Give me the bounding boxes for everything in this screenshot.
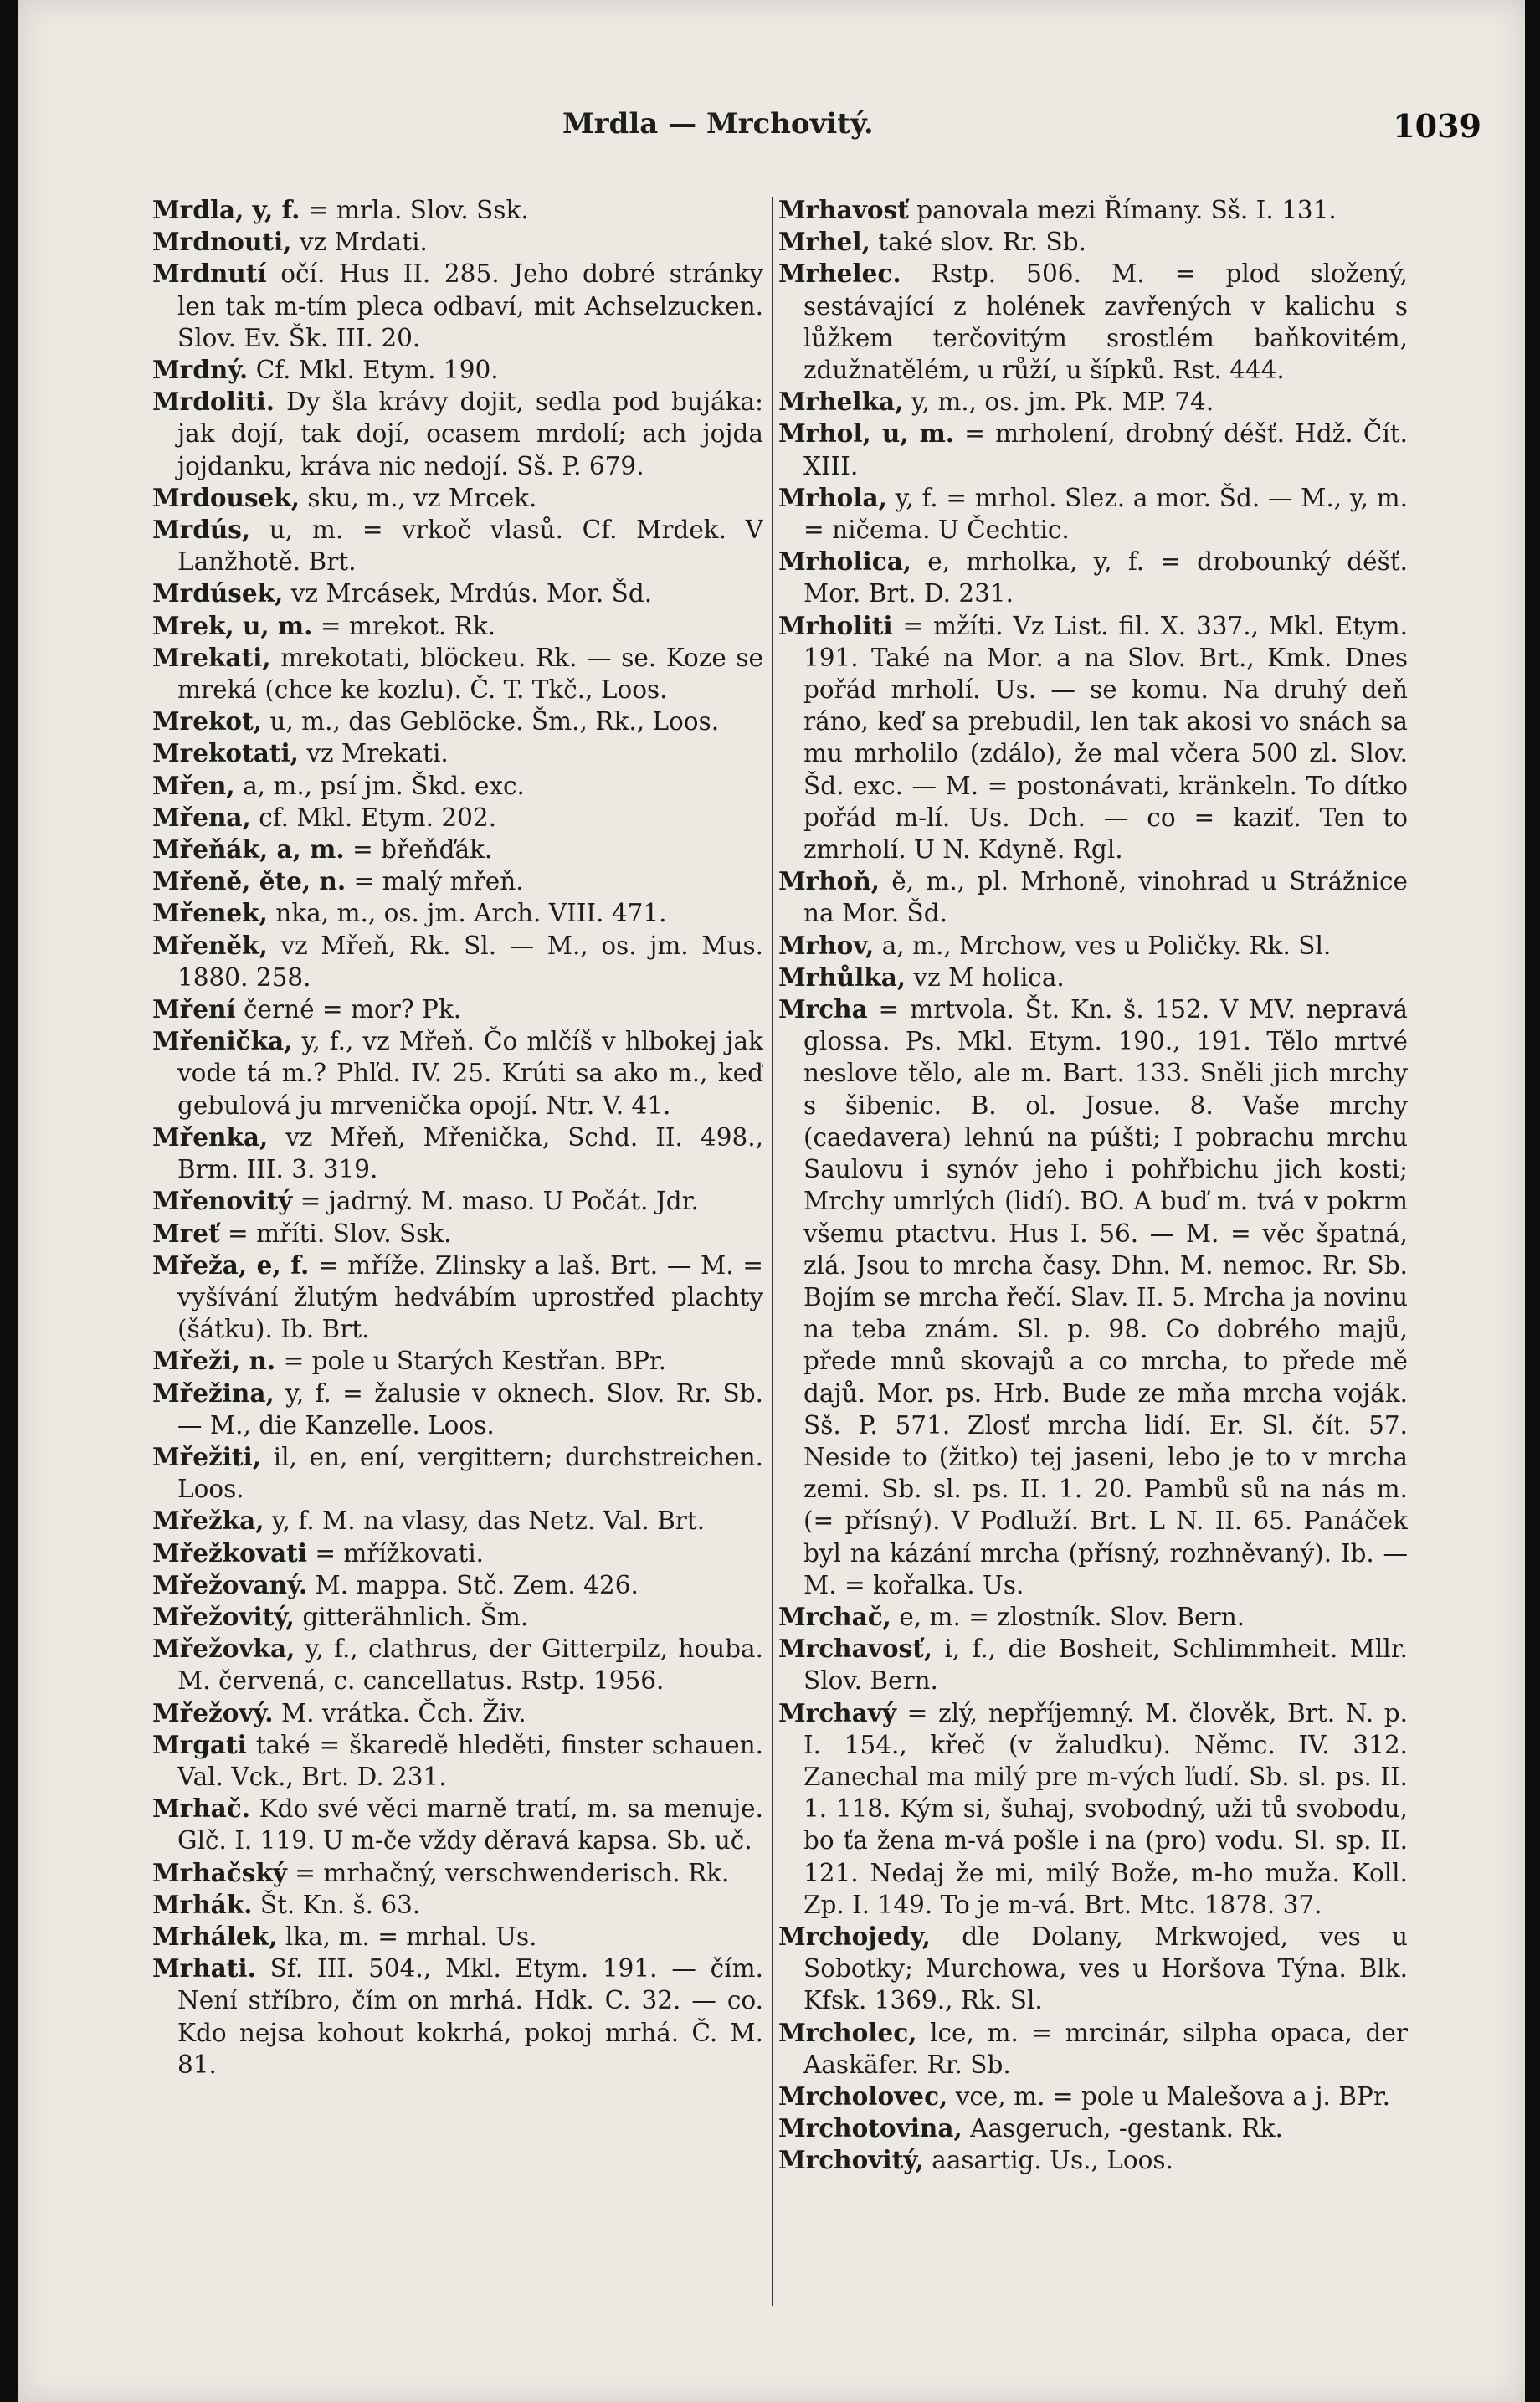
dictionary-entry xyxy=(152,1633,763,1696)
entry-headword: Mrhačský xyxy=(152,1857,287,1887)
dictionary-entry xyxy=(152,1601,763,1633)
entry-headword: Mřežovaný. xyxy=(152,1569,308,1599)
entry-text: a, m., Mrchow, ves u Poličky. Rk. Sl. xyxy=(874,931,1332,960)
entry-headword: Mrekotati, xyxy=(152,738,299,768)
dictionary-entry xyxy=(152,1921,763,1953)
entry-headword: Mrhůlka, xyxy=(778,962,906,992)
entry-headword: Mrek, u, m. xyxy=(152,610,313,640)
entry-text: = malý mřeň. xyxy=(346,867,524,896)
right-column xyxy=(778,194,1408,2337)
entry-text: M. vrátka. Čch. Živ. xyxy=(273,1698,526,1727)
entry-headword: Mrdousek, xyxy=(152,482,300,512)
dictionary-entry xyxy=(778,865,1408,929)
entry-headword: Mrhelka, xyxy=(778,387,904,417)
dictionary-entry xyxy=(778,226,1408,258)
entry-headword: Mreť xyxy=(152,1218,220,1248)
entry-text: vz Mrekati. xyxy=(298,739,449,768)
entry-headword: Mřenka, xyxy=(152,1121,269,1152)
entry-text: vz Mřeň, Rk. Sl. — M., os. jm. Mus. 1880. 258. xyxy=(177,931,763,992)
dictionary-entry xyxy=(152,194,763,226)
dictionary-entry xyxy=(778,1601,1408,1633)
entry-headword: Mrekot, xyxy=(152,706,262,737)
entry-text: očí. Hus II. 285. Jeho dobré stránky len tak m-tím pleca odbaví, mit Achselzucken. Slov. Ev. Šk. III. 20. xyxy=(177,259,763,352)
entry-text: mrekotati, blöckeu. Rk. — se. Koze se mreká (chce ke kozlu). Č. T. Tkč., Loos. xyxy=(177,643,763,705)
entry-text: y, f. M. na vlasy, das Netz. Val. Brt. xyxy=(264,1506,706,1536)
dictionary-entry xyxy=(152,1025,763,1121)
entry-headword: Mrhoň, xyxy=(778,866,880,896)
dictionary-entry xyxy=(152,514,763,577)
entry-headword: Mrholica, xyxy=(778,547,912,577)
entry-headword: Mrdla, y, f. xyxy=(152,195,300,224)
dictionary-entry xyxy=(152,802,763,834)
dictionary-entry xyxy=(778,1633,1408,1696)
dictionary-entry xyxy=(778,2112,1408,2144)
dictionary-entry xyxy=(152,1121,763,1185)
dictionary-entry xyxy=(778,2081,1408,2112)
entry-text: Cf. Mkl. Etym. 190. xyxy=(248,356,499,385)
entry-headword: Mřen, xyxy=(152,770,235,800)
entry-headword: Mrcholec, xyxy=(778,2017,917,2047)
entry-text: = břeňďák. xyxy=(344,835,493,865)
entry-text: e, m. = zlostník. Slov. Bern. xyxy=(891,1602,1245,1631)
entry-text: vce, m. = pole u Malešova a j. BPr. xyxy=(947,2081,1391,2111)
entry-text: y, f. = žalusie v oknech. Slov. Rr. Sb. — M., die Kanzelle. Loos. xyxy=(177,1378,763,1440)
entry-text: = jadrný. M. maso. U Počát. Jdr. xyxy=(292,1187,699,1216)
entry-headword: Mřežka, xyxy=(152,1506,264,1536)
entry-text: panovala mezi Římany. Sš. I. 131. xyxy=(908,196,1337,224)
entry-headword: Mřenek, xyxy=(152,898,268,928)
entry-text: vz Mřeň, Mřenička, Schd. II. 498., Brm. III. 3. 319. xyxy=(177,1122,763,1184)
entry-text: y, m., os. jm. Pk. MP. 74. xyxy=(903,388,1214,417)
dictionary-entry xyxy=(152,1218,763,1250)
entry-text: ě, m., pl. Mrhoně, vinohrad u Strážnice na Mor. Šd. xyxy=(803,867,1408,928)
dictionary-entry xyxy=(778,993,1408,1601)
entry-headword: Mrdnouti, xyxy=(152,227,292,257)
entry-headword: Mřeněk, xyxy=(152,930,268,960)
entry-headword: Mrchotovina, xyxy=(778,2113,963,2143)
entry-headword: Mřežkovati xyxy=(152,1537,307,1568)
entry-headword: Mrhák. xyxy=(152,1889,253,1919)
dictionary-entry xyxy=(152,1537,763,1569)
entry-text: také slov. Rr. Sb. xyxy=(870,228,1086,257)
entry-headword: Mření xyxy=(152,994,236,1024)
entry-headword: Mřežovitý, xyxy=(152,1601,295,1631)
dictionary-entry xyxy=(778,258,1408,386)
entry-headword: Mrdnutí xyxy=(152,259,267,289)
dictionary-entry xyxy=(152,706,763,737)
entry-headword: Mrhel, xyxy=(778,227,870,257)
dictionary-entry xyxy=(778,482,1408,546)
entry-headword: Mrholiti xyxy=(778,610,893,640)
dictionary-entry xyxy=(778,1921,1408,2017)
dictionary-entry xyxy=(152,770,763,802)
entry-headword: Mrhač. xyxy=(152,1794,250,1824)
entry-text: = mžíti. Vz List. fil. X. 337., Mkl. Etym. 191. Také na Mor. a na Slov. Brt., Kmk. Dnes pořád mrholí. Us. — se komu. Na druhý deň ráno, keď sa prebudil, len tak akosi vo snách sa mu mrholilo (zdálo), že mal včera 500 zl. Slov. Šd. exc. — M. = postonávati, kränkeln. To dítko pořád m-lí. Us. Dch. — co = kaziť. Ten to zmrholí. U N. Kdyně. Rgl. xyxy=(803,611,1408,865)
dictionary-entry xyxy=(152,226,763,258)
left-column xyxy=(152,194,763,2337)
entry-text: il, en, ení, vergittern; durchstreichen. Loos. xyxy=(177,1442,763,1504)
entry-headword: Mrdúsek, xyxy=(152,578,284,608)
entry-text: cf. Mkl. Etym. 202. xyxy=(250,803,497,832)
dictionary-entry xyxy=(778,194,1408,226)
page-header xyxy=(18,107,1525,157)
dictionary-entry xyxy=(778,418,1408,481)
entry-headword: Mrcha xyxy=(778,994,868,1024)
dictionary-entry xyxy=(152,737,763,769)
dictionary-entry xyxy=(152,642,763,706)
entry-text: M. mappa. Stč. Zem. 426. xyxy=(307,1570,639,1599)
dictionary-entry xyxy=(152,1953,763,2081)
entry-headword: Mřenovitý xyxy=(152,1186,293,1216)
dictionary-entry xyxy=(778,2017,1408,2081)
entry-text: vz M holica. xyxy=(906,962,1065,992)
entry-headword: Mřežový. xyxy=(152,1697,274,1727)
dictionary-entry xyxy=(152,1441,763,1505)
entry-text: i, f., die Bosheit, Schlimmheit. Mllr. Slov. Bern. xyxy=(803,1635,1408,1696)
entry-text: také = škaredě hleděti, finster schauen. Val. Vck., Brt. D. 231. xyxy=(177,1730,763,1791)
dictionary-entry xyxy=(152,610,763,642)
entry-headword: Mřeži, n. xyxy=(152,1346,276,1376)
entry-text: = mrla. Slov. Ssk. xyxy=(300,196,529,224)
entry-headword: Mřeža, e, f. xyxy=(152,1250,310,1280)
column-divider xyxy=(772,197,773,2306)
dictionary-entry xyxy=(152,1185,763,1217)
dictionary-entry xyxy=(152,1889,763,1921)
entry-headword: Mrchavosť, xyxy=(778,1634,933,1664)
entry-headword: Mrchač, xyxy=(778,1601,891,1631)
entry-text: gitterähnlich. Šm. xyxy=(294,1602,529,1631)
page-number: 1039 xyxy=(1393,107,1481,145)
dictionary-entry xyxy=(152,482,763,514)
dictionary-entry xyxy=(152,1378,763,1441)
entry-text: černé = mor? Pk. xyxy=(235,995,462,1024)
dictionary-entry xyxy=(152,258,763,354)
entry-text: nka, m., os. jm. Arch. VIII. 471. xyxy=(267,899,667,928)
entry-text: lka, m. = mrhal. Us. xyxy=(277,1922,537,1951)
entry-text: = mřížkovati. xyxy=(306,1538,485,1568)
entry-text: Sf. III. 504., Mkl. Etym. 191. — čím. Není stříbro, čím on mrhá. Hdk. C. 32. — co. Kdo nejsa kohout kokrhá, pokoj mrhá. Č. M. 81. xyxy=(177,1954,763,2079)
running-head: Mrdla — Mrchovitý. xyxy=(562,107,874,141)
entry-text: lce, m. = mrcinár, silpha opaca, der Aaskäfer. Rr. Sb. xyxy=(803,2018,1408,2079)
entry-text: aasartig. Us., Loos. xyxy=(923,2146,1173,2175)
entry-headword: Mrcholovec, xyxy=(778,2081,948,2111)
dictionary-entry xyxy=(778,386,1408,418)
entry-headword: Mrekati, xyxy=(152,642,271,672)
dictionary-entry xyxy=(778,610,1408,866)
entry-headword: Mrdný. xyxy=(152,355,249,385)
entry-headword: Mrhálek, xyxy=(152,1921,278,1951)
entry-text: = zlý, nepříjemný. M. člověk, Brt. N. p. I. 154., křeč (v žaludku). Němc. IV. 312. Zanechal ma milý pre m-vých ľudí. Sb. sl. ps. II. 1. 118. Kým si, šuhaj, svobodný, uži tů svobodu, bo ťa žena m-vá pošle i na (pro) vodu. Sl. sp. II. 121. Nedaj že mi, milý Bože, m-ho muža. Koll. Zp. I. 149. To je m-vá. Brt. Mtc. 1878. 37. xyxy=(803,1698,1408,1919)
entry-text: e, mrholka, y, f. = drobounký déšť. Mor. Brt. D. 231. xyxy=(803,547,1408,608)
dictionary-entry xyxy=(152,993,763,1025)
entry-headword: Mrhov, xyxy=(778,930,875,960)
dictionary-entry xyxy=(778,1697,1408,1921)
dictionary-entry xyxy=(152,930,763,993)
entry-text: = mrholení, drobný déšť. Hdž. Čít. XIII. xyxy=(803,419,1408,480)
entry-text: Kdo své věci marně tratí, m. sa menuje. Glč. I. 119. U m-če vždy děravá kapsa. Sb. uč. xyxy=(177,1794,763,1855)
entry-headword: Mrchovitý, xyxy=(778,2145,924,2175)
entry-text: = mříže. Zlinsky a laš. Brt. — M. = vyšívání žlutým hedvábím uprostřed plachty (šátku). Ib. Brt. xyxy=(177,1250,763,1344)
entry-headword: Mrchavý xyxy=(778,1697,897,1727)
entry-text: y, f., vz Mřeň. Čo mlčíš v hlbokej jak vode tá m.? Phľd. IV. 25. Krúti sa ako m., keď gebulová ju mrvenička opojí. Ntr. V. 41. xyxy=(177,1027,763,1120)
entry-text: sku, m., vz Mrcek. xyxy=(300,483,537,512)
dictionary-entry xyxy=(152,354,763,386)
dictionary-entry xyxy=(778,2144,1408,2176)
entry-text: = pole u Starých Kestřan. BPr. xyxy=(275,1347,667,1376)
dictionary-entry xyxy=(152,386,763,482)
entry-headword: Mřežina, xyxy=(152,1378,275,1408)
entry-headword: Mřeně, ěte, n. xyxy=(152,866,346,896)
entry-headword: Mřežiti, xyxy=(152,1441,262,1471)
entry-headword: Mrdoliti. xyxy=(152,387,275,417)
dictionary-entry xyxy=(778,546,1408,609)
entry-text: dle Dolany, Mrkwojed, ves u Sobotky; Murchowa, ves u Horšova Týna. Blk. Kfsk. 1369., Rk. Sl. xyxy=(803,1922,1408,2015)
entry-text: a, m., psí jm. Škd. exc. xyxy=(234,771,525,800)
entry-text: Dy šla krávy dojit, sedla pod bujáka: jak dojí, tak dojí, ocasem mrdolí; ach jojda jojdanku, kráva nic nedojí. Sš. P. 679. xyxy=(177,388,763,480)
dictionary-entry xyxy=(152,1793,763,1856)
entry-text: y, f., clathrus, der Gitterpilz, houba. M. červená, c. cancellatus. Rstp. 1956. xyxy=(177,1635,763,1696)
dictionary-entry xyxy=(152,1569,763,1601)
entry-headword: Mrhol, u, m. xyxy=(778,418,955,449)
dictionary-entry xyxy=(152,834,763,865)
dictionary-entry xyxy=(778,930,1408,962)
entry-headword: Mrhati. xyxy=(152,1953,256,1984)
entry-text: = mříti. Slov. Ssk. xyxy=(219,1219,452,1248)
entry-text: = mrekot. Rk. xyxy=(312,611,496,640)
entry-headword: Mřeňák, a, m. xyxy=(152,834,345,865)
dictionary-entry xyxy=(152,1729,763,1793)
dictionary-page xyxy=(18,0,1525,2402)
entry-text: y, f. = mrhol. Slez. a mor. Šd. — M., y, m. = ničema. U Čechtic. xyxy=(803,483,1408,545)
dictionary-entry xyxy=(152,897,763,929)
entry-headword: Mřena, xyxy=(152,802,251,832)
entry-text: vz Mrcásek, Mrdús. Mor. Šd. xyxy=(283,579,653,608)
entry-headword: Mřenička, xyxy=(152,1026,293,1056)
entry-headword: Mrdús, xyxy=(152,515,251,545)
dictionary-entry xyxy=(152,1697,763,1729)
dictionary-entry xyxy=(152,577,763,609)
dictionary-entry xyxy=(152,1250,763,1346)
entry-text: u, m., das Geblöcke. Šm., Rk., Loos. xyxy=(261,707,720,737)
entry-text: Rstp. 506. M. = plod složený, sestávající z holének zavřených v kalichu s lůžkem terčovitým srostlém baňkovitém, zdužnatělém, u růží, u šípků. Rst. 444. xyxy=(803,259,1408,385)
dictionary-entry xyxy=(152,1857,763,1889)
entry-text: vz Mrdati. xyxy=(291,228,428,257)
entry-headword: Mrhola, xyxy=(778,482,887,512)
entry-text: Št. Kn. š. 63. xyxy=(252,1890,421,1919)
dictionary-entry xyxy=(152,1345,763,1377)
entry-text: u, m. = vrkoč vlasů. Cf. Mrdek. V Lanžhotě. Brt. xyxy=(177,516,763,577)
dictionary-entry xyxy=(152,865,763,897)
entry-headword: Mrhelec. xyxy=(778,259,901,289)
dictionary-entry xyxy=(778,962,1408,993)
entry-text: = mrhačný, verschwenderisch. Rk. xyxy=(286,1858,730,1887)
entry-headword: Mrchojedy, xyxy=(778,1921,931,1951)
entry-headword: Mrhavosť xyxy=(778,195,909,224)
entry-text: = mrtvola. Št. Kn. š. 152. V MV. nepravá glossa. Ps. Mkl. Etym. 190., 191. Tělo mrtvé neslove tělo, ale m. Bart. 133. Sněli jich mrchy s šibenic. B. ol. Josue. 8. Vaše mrchy (caedavera) lehnú na púšti; I pobrachu mrchu Saulovu i synóv jeho i pohřbichu jich kosti; Mrchy umrlých (lidí). BO. A buď m. tvá v pokrm všemu ptactvu. Hus I. 56. — M. = věc špatná, zlá. Jsou to mrcha časy. Dhn. M. nemoc. Rr. Sb. Bojím se mrcha řečí. Slav. II. 5. Mrcha ja novinu na teba znám. Sl. p. 98. Co dobrého majů, přede mnů skovajů a co mrcha, to přede mě dajů. Mor. ps. Hrb. Bude ze mňa mrcha voják. Sš. P. 571. Zlosť mrcha lidí. Er. Sl. čít. 57. Neside to (žitko) tej jaseni, lebo je to v mrcha zemi. Sb. sl. ps. II. 1. 20. Pambů sů na nás m. (= přísný). V Podluží. Brt. L N. II. 65. Panáček byl na kázání mrcha (přísný, rozhněvaný). Ib. — M. = kořalka. Us. xyxy=(803,995,1408,1599)
entry-headword: Mrgati xyxy=(152,1729,247,1759)
entry-text: Aasgeruch, -gestank. Rk. xyxy=(962,2114,1283,2143)
dictionary-entry xyxy=(152,1505,763,1537)
entry-headword: Mřežovka, xyxy=(152,1634,295,1664)
